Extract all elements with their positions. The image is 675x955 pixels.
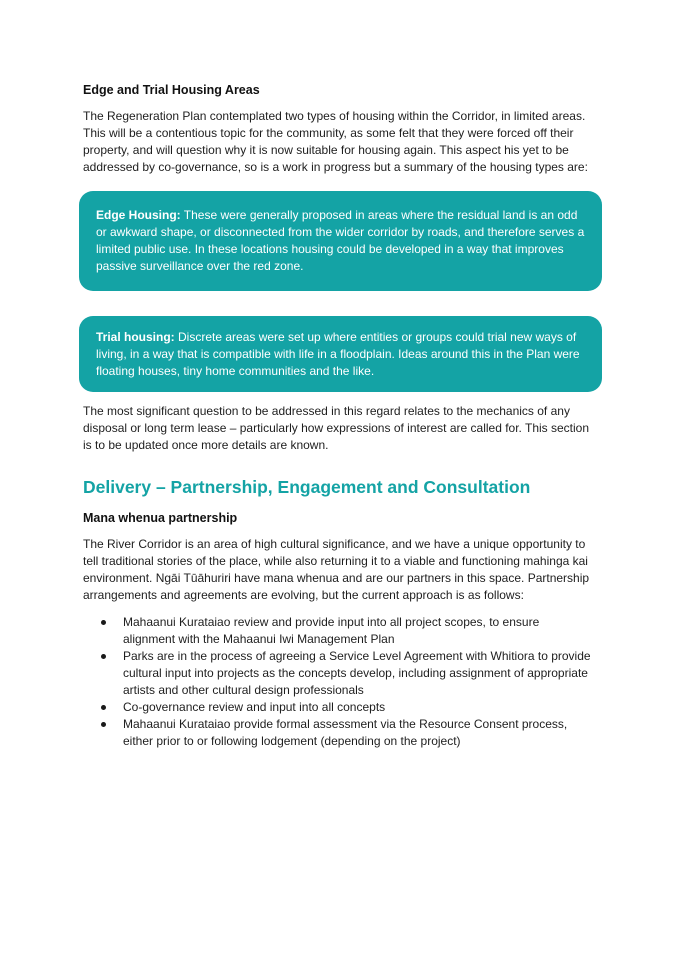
mana-whenua-heading: Mana whenua partnership [83, 511, 238, 525]
mana-whenua-intro-paragraph: The River Corridor is an area of high cultural significance, and we have a unique opportunity to tell traditional stories of the place, while also returning it to a viable and functioning mahinga kai environment. Ngāi Tūāhuriri have mana whenua and are our partners in this space. Partnership arrangements and agreements are evolving, but the current approach is as follows: [83, 537, 590, 602]
trial-housing-label: Trial housing: [96, 330, 175, 344]
list-item [83, 614, 593, 648]
bullet-icon [101, 654, 106, 659]
housing-intro-paragraph: The Regeneration Plan contemplated two types of housing within the Corridor, in limited areas. This will be a contentious topic for the community, as some felt that they were forced off their property, and will question why it is now suitable for housing again. This aspect his yet to be addressed by co-governance, so is a work in progress but a summary of the housing types are: [83, 109, 588, 174]
partnership-bullet-list [83, 614, 593, 750]
list-item-text: Co-governance review and input into all concepts [123, 700, 386, 714]
edge-housing-callout [79, 191, 602, 291]
list-item [83, 716, 593, 750]
list-item [83, 699, 593, 716]
edge-housing-text: These were generally proposed in areas where the residual land is an odd or awkward shape, or disconnected from the wider corridor by roads, and therefore serves a limited public use. In these locations housing could be developed in a way that improves passive surveillance over the red zone. [96, 208, 585, 273]
housing-closing-paragraph: The most significant question to be addressed in this regard relates to the mechanics of any disposal or long term lease – particularly how expressions of interest are called for. This section is to be updated once more details are known. [83, 404, 590, 452]
bullet-icon [101, 722, 106, 727]
delivery-section-heading: Delivery – Partnership, Engagement and Consultation [83, 477, 531, 497]
bullet-icon [101, 620, 106, 625]
trial-housing-text: Discrete areas were set up where entities or groups could trial new ways of living, in a way that is compatible with life in a floodplain. Ideas around this in the Plan were floating houses, tiny home communities and the like. [96, 330, 580, 378]
list-item [83, 648, 593, 699]
list-item-text: Parks are in the process of agreeing a Service Level Agreement with Whitiora to provide cultural input into projects as the concepts develop, including assignment of appropriate artists and other cultural design professionals [123, 649, 591, 697]
edge-trial-housing-heading: Edge and Trial Housing Areas [83, 83, 260, 97]
bullet-icon [101, 705, 106, 710]
list-item-text: Mahaanui Kurataiao provide formal assessment via the Resource Consent process, either prior to or following lodgement (depending on the project) [123, 717, 568, 748]
page-content [83, 82, 593, 750]
trial-housing-callout [79, 316, 602, 392]
list-item-text: Mahaanui Kurataiao review and provide input into all project scopes, to ensure alignment with the Mahaanui Iwi Management Plan [123, 615, 540, 646]
edge-housing-label: Edge Housing: [96, 208, 181, 222]
